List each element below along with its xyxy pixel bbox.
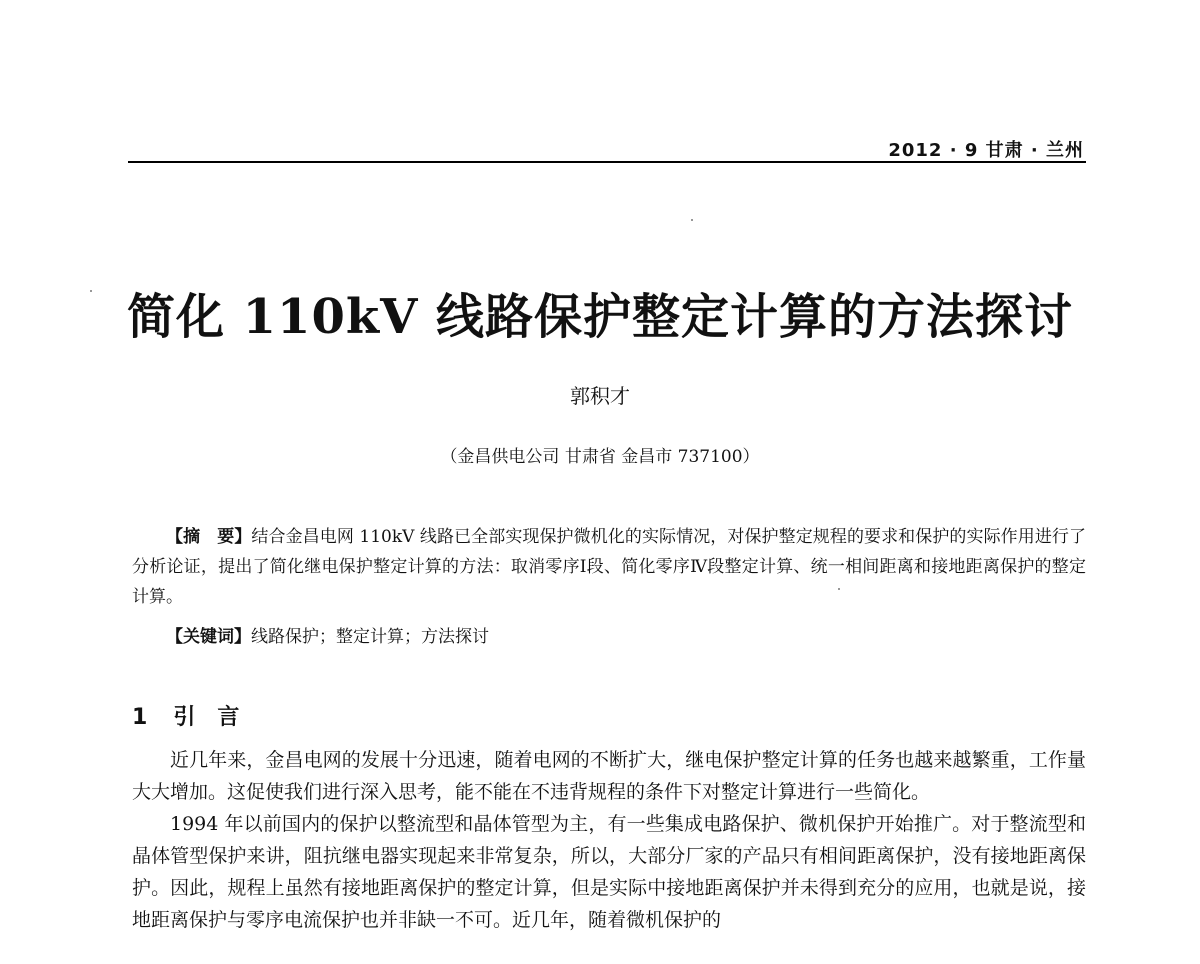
scan-speck xyxy=(838,588,840,590)
paper-title: 简化 110kV 线路保护整定计算的方法探讨 xyxy=(126,289,1074,345)
author-affiliation: （金昌供电公司 甘肃省 金昌市 737100） xyxy=(440,447,760,467)
section-title: 引言 xyxy=(173,705,262,730)
section-number: 1 xyxy=(132,705,148,730)
running-header xyxy=(128,135,1086,163)
abstract-label: 【摘 要】 xyxy=(166,527,252,547)
paragraph: 近几年来，金昌电网的发展十分迅速，随着电网的不断扩大，继电保护整定计算的任务也越来越繁重，工作量大大增加。这促使我们进行深入思考，能不能在不违背规程的条件下对整定计算进行一些简化。 xyxy=(132,749,1086,803)
body-text xyxy=(132,744,1086,936)
scan-speck xyxy=(691,219,693,221)
section-heading xyxy=(132,700,261,731)
scan-speck xyxy=(90,290,92,292)
abstract xyxy=(132,522,1086,612)
issue-location: 2012 · 9 甘肃 · 兰州 xyxy=(888,140,1084,161)
keywords-label: 【关键词】 xyxy=(166,627,251,647)
keywords-text: 线路保护；整定计算；方法探讨 xyxy=(251,627,489,647)
author-name: 郭积才 xyxy=(570,384,630,408)
paragraph: 1994 年以前国内的保护以整流型和晶体管型为主，有一些集成电路保护、微机保护开始推广。对于整流型和晶体管型保护来讲，阻抗继电器实现起来非常复杂，所以，大部分厂家的产品只有相间距离保护，没有接地距离保护。因此，规程上虽然有接地距离保护的整定计算，但是实际中接地距离保护并未得到充分的应用，也就是说，接地距离保护与零序电流保护也并非缺一不可。近几年，随着微机保护的 xyxy=(132,813,1086,931)
keywords xyxy=(166,622,1086,647)
abstract-text: 结合金昌电网 110kV 线路已全部实现保护微机化的实际情况，对保护整定规程的要求和保护的实际作用进行了分析论证，提出了简化继电保护整定计算的方法：取消零序Ⅰ段、简化零序Ⅳ段整定计算、统一相间距离和接地距离保护的整定计算。 xyxy=(132,527,1087,607)
